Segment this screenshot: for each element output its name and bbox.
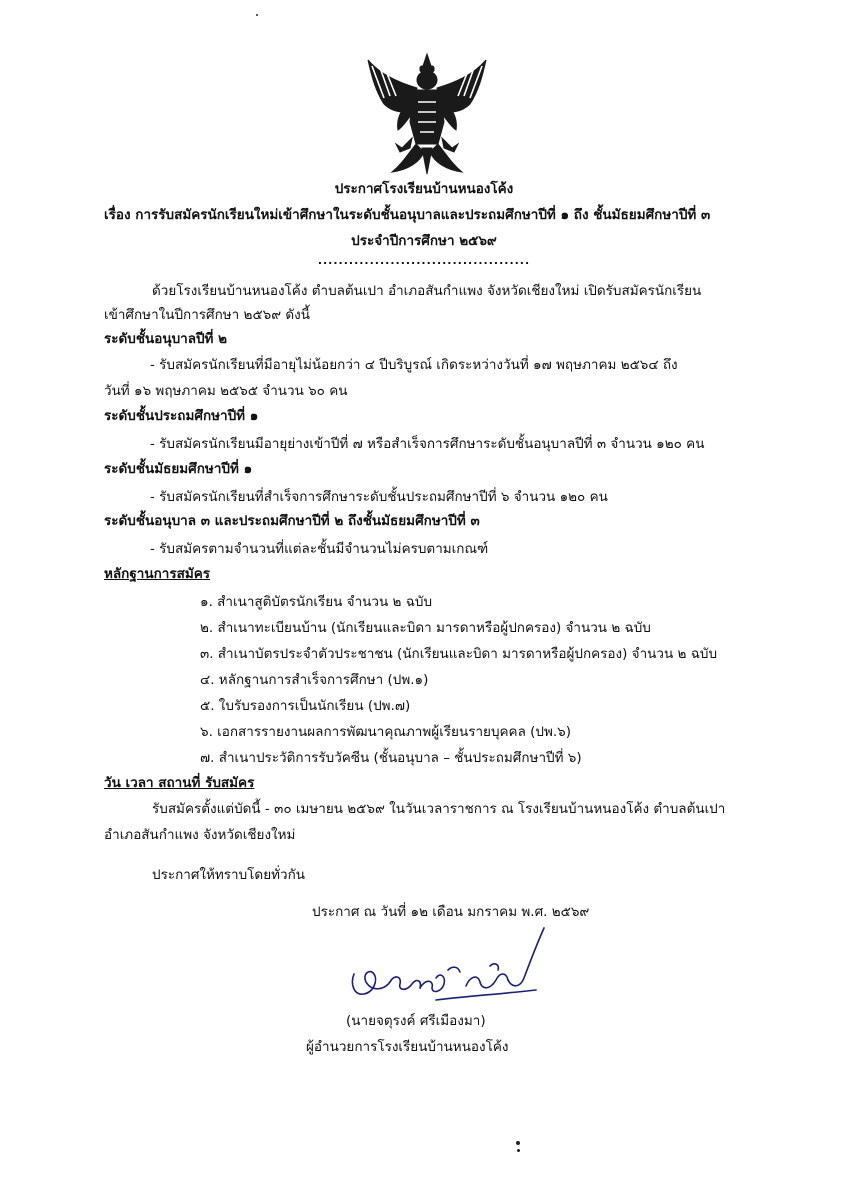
document-item: ๓. สำเนาบัตรประจำตัวประชาชน (นักเรียนและบิดา มารดาหรือผู้ปกครอง) จำนวน ๒ ฉบับ [200, 646, 718, 662]
level-heading-other-grades: ระดับชั้นอนุบาล ๓ และประถมศึกษาปีที่ ๒ ถึงชั้นมัธยมศึกษาปีที่ ๓ [104, 513, 480, 529]
subject-line-2: ประจำปีการศึกษา ๒๕๖๙ [351, 233, 497, 249]
level-heading-secondary-1: ระดับชั้นมัธยมศึกษาปีที่ ๑ [104, 461, 253, 477]
closing-statement: ประกาศให้ทราบโดยทั่วกัน [152, 867, 305, 883]
document-item: ๖. เอกสารรายงานผลการพัฒนาคุณภาพผู้เรียนรายบุคคล (ปพ.๖) [200, 724, 571, 740]
announcement-title: ประกาศโรงเรียนบ้านหนองโค้ง [334, 181, 514, 197]
document-item: ๔. หลักฐานการสำเร็จการศึกษา (ปพ.๑) [200, 672, 429, 688]
subject-line-1: เรื่อง การรับสมัครนักเรียนใหม่เข้าศึกษาในระดับชั้นอนุบาลและประถมศึกษาปีที่ ๑ ถึง ชั้นมัธยมศึกษาปีที่ ๓ [104, 207, 711, 223]
intro-line-1: ด้วยโรงเรียนบ้านหนองโค้ง ตำบลต้นเปา อำเภอสันกำแพง จังหวัดเชียงใหม่ เปิดรับสมัครนักเรียน [152, 283, 702, 299]
scan-speck [517, 1149, 520, 1152]
schedule-line-2: อำเภอสันกำแพง จังหวัดเชียงใหม่ [104, 827, 296, 843]
document-item: ๕. ใบรับรองการเป็นนักเรียน (ปพ.๗) [200, 698, 411, 714]
scan-speck [256, 14, 258, 16]
level-detail-line: - รับสมัครนักเรียนที่มีอายุไม่น้อยกว่า ๔ ปีบริบูรณ์ เกิดระหว่างวันที่ ๑๗ พฤษภาคม ๒๕๖๔ ถึง [150, 357, 678, 373]
scan-speck [516, 1141, 520, 1145]
level-detail-line: วันที่ ๑๖ พฤษภาคม ๒๕๖๕ จำนวน ๖๐ คน [104, 383, 348, 399]
signature-icon [340, 922, 560, 1014]
level-heading-kindergarten-2: ระดับชั้นอนุบาลปีที่ ๒ [104, 331, 228, 347]
level-heading-primary-1: ระดับชั้นประถมศึกษาปีที่ ๑ [104, 408, 259, 424]
schedule-line-1: รับสมัครตั้งแต่บัดนี้ - ๓๐ เมษายน ๒๕๖๙ ในวันเวลาราชการ ณ โรงเรียนบ้านหนองโค้ง ตำบลต้นเปา [152, 801, 726, 817]
signatory-position: ผู้อำนวยการโรงเรียนบ้านหนองโค้ง [306, 1039, 509, 1055]
header-separator: ......................................... [317, 254, 531, 267]
intro-line-2: เข้าศึกษาในปีการศึกษา ๒๕๖๙ ดังนี้ [104, 307, 311, 323]
signatory-name: (นายจตุรงค์ ศรีเมืองมา) [346, 1013, 486, 1029]
documents-heading: หลักฐานการสมัคร [104, 566, 211, 582]
document-item: ๗. สำเนาประวัติการรับวัคซีน (ชั้นอนุบาล – ชั้นประถมศึกษาปีที่ ๖) [200, 750, 582, 766]
level-detail-line: - รับสมัครตามจำนวนที่แต่ละชั้นมีจำนวนไม่ครบตามเกณฑ์ [150, 541, 489, 557]
level-detail-line: - รับสมัครนักเรียนมีอายุย่างเข้าปีที่ ๗ หรือสำเร็จการศึกษาระดับชั้นอนุบาลปีที่ ๓ จำนวน ๑๒๐ คน [150, 436, 705, 452]
document-item: ๒. สำเนาทะเบียนบ้าน (นักเรียนและบิดา มารดาหรือผู้ปกครอง) จำนวน ๒ ฉบับ [200, 620, 651, 636]
document-item: ๑. สำเนาสูติบัตรนักเรียน จำนวน ๒ ฉบับ [200, 594, 433, 610]
level-detail-line: - รับสมัครนักเรียนที่สำเร็จการศึกษาระดับชั้นประถมศึกษาปีที่ ๖ จำนวน ๑๒๐ คน [150, 489, 608, 505]
announcement-date: ประกาศ ณ วันที่ ๑๒ เดือน มกราคม พ.ศ. ๒๕๖๙ [312, 904, 590, 920]
garuda-emblem-icon [362, 52, 492, 176]
schedule-heading: วัน เวลา สถานที่ รับสมัคร [104, 775, 255, 791]
